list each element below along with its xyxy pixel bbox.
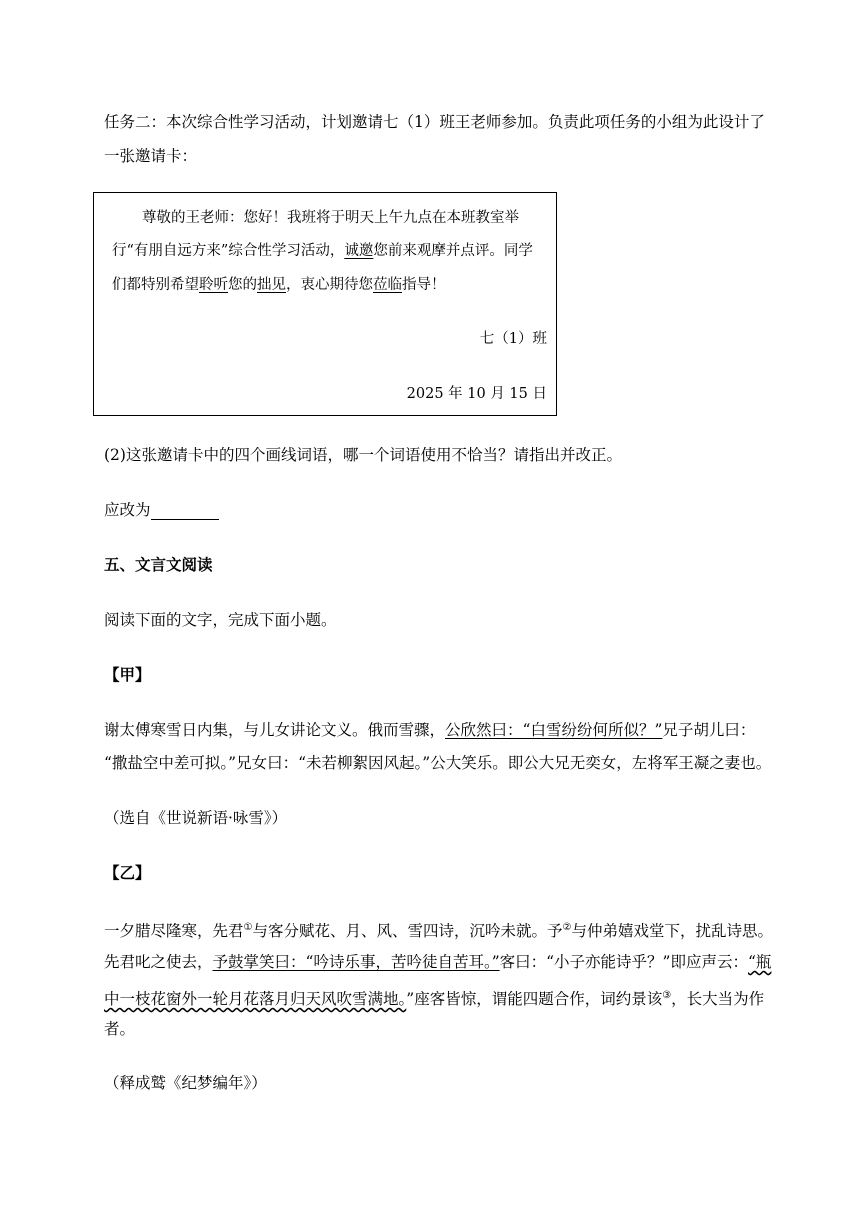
card-text: 指导！ xyxy=(402,277,446,293)
card-line3 xyxy=(112,275,446,295)
card-line2 xyxy=(112,241,533,261)
yi-line3 xyxy=(104,986,764,1009)
jia-source: （选自《世说新语·咏雪》） xyxy=(104,809,288,827)
yi-text: 一夕腊尽隆寒，先君 xyxy=(104,922,244,941)
question-2: (2)这张邀请卡中的四个画线词语，哪一个词语使用不恰当？请指出并改正。 xyxy=(104,446,622,464)
jia-text: 谢太傅寒雪日内集，与儿女讲论文义。俄而雪骤， xyxy=(104,721,446,739)
section-heading: 五、文言文阅读 xyxy=(104,555,213,574)
underlined-word-lingting: 聆听 xyxy=(199,277,228,293)
jia-line2: “撒盐空中差可拟。”兄女曰：“未若柳絮因风起。”公大笑乐。即公大兄无奕女，左将军王凝之妻也。 xyxy=(104,754,772,772)
card-signer: 七（1）班 xyxy=(479,331,547,347)
card-line1: 尊敬的王老师：您好！我班将于明天上午九点在本班教室举 xyxy=(142,210,519,226)
answer-label: 应改为 xyxy=(104,501,151,519)
card-text: 您的 xyxy=(228,277,257,293)
answer-line xyxy=(104,500,219,520)
jia-line1 xyxy=(104,720,755,740)
yi-line1 xyxy=(104,918,773,941)
task2-line1: 任务二：本次综合性学习活动，计划邀请七（1）班王老师参加。负责此项任务的小组为此设计了 xyxy=(104,113,765,131)
jia-text: 兄子胡儿曰： xyxy=(662,721,756,739)
invitation-card xyxy=(93,192,557,416)
underlined-word-lilin: 莅临 xyxy=(373,277,402,293)
card-text: 们都特别希望 xyxy=(112,277,199,293)
underlined-word-zhuojian: 拙见 xyxy=(257,277,286,293)
card-text: 行“有朋自远方来”综合性学习活动， xyxy=(112,243,345,259)
yi-underlined-sentence: 予鼓掌笑曰：“吟诗乐事，苦吟徒自苦耳。” xyxy=(212,953,500,971)
task2-line2: 一张邀请卡： xyxy=(104,147,198,165)
yi-label: 【乙】 xyxy=(104,863,151,882)
yi-wavy-poem: 中一枝花窗外一轮月花落月归天风吹雪满地。 xyxy=(104,990,407,1009)
card-date: 2025 年 10 月 15 日 xyxy=(406,386,547,402)
yi-text: 与客分赋花、月、风、雪四诗，沉吟未就。予 xyxy=(252,922,563,941)
answer-blank[interactable] xyxy=(151,503,219,520)
yi-text: 客曰：“小子亦能诗乎？”即应声云： xyxy=(499,953,748,971)
jia-label: 【甲】 xyxy=(104,665,151,684)
yi-text: ”座客皆惊，谓能四题合作，词约景该 xyxy=(406,990,663,1009)
jia-underlined-sentence: 公欣然曰：“白雪纷纷何所似？” xyxy=(445,721,663,739)
yi-text: ，长大当为作 xyxy=(671,990,765,1009)
footnote-1: ① xyxy=(243,922,253,933)
yi-line4: 者。 xyxy=(104,1020,136,1038)
yi-text: 与仲弟嬉戏堂下，扰乱诗思。 xyxy=(571,922,773,941)
underlined-word-chengyao: 诚邀 xyxy=(344,243,374,259)
card-text: ，衷心期待您 xyxy=(286,277,373,293)
footnote-2: ② xyxy=(562,922,572,933)
yi-line2 xyxy=(104,952,771,972)
yi-text: 先君叱之使去， xyxy=(104,953,213,971)
instruction: 阅读下面的文字，完成下面小题。 xyxy=(104,611,337,629)
yi-wavy-text: “瓶 xyxy=(747,953,772,971)
card-text: 您前来观摩并点评。同学 xyxy=(373,243,533,259)
footnote-3: ③ xyxy=(662,990,672,1001)
yi-source: （释成鹫《纪梦编年》） xyxy=(104,1074,267,1092)
